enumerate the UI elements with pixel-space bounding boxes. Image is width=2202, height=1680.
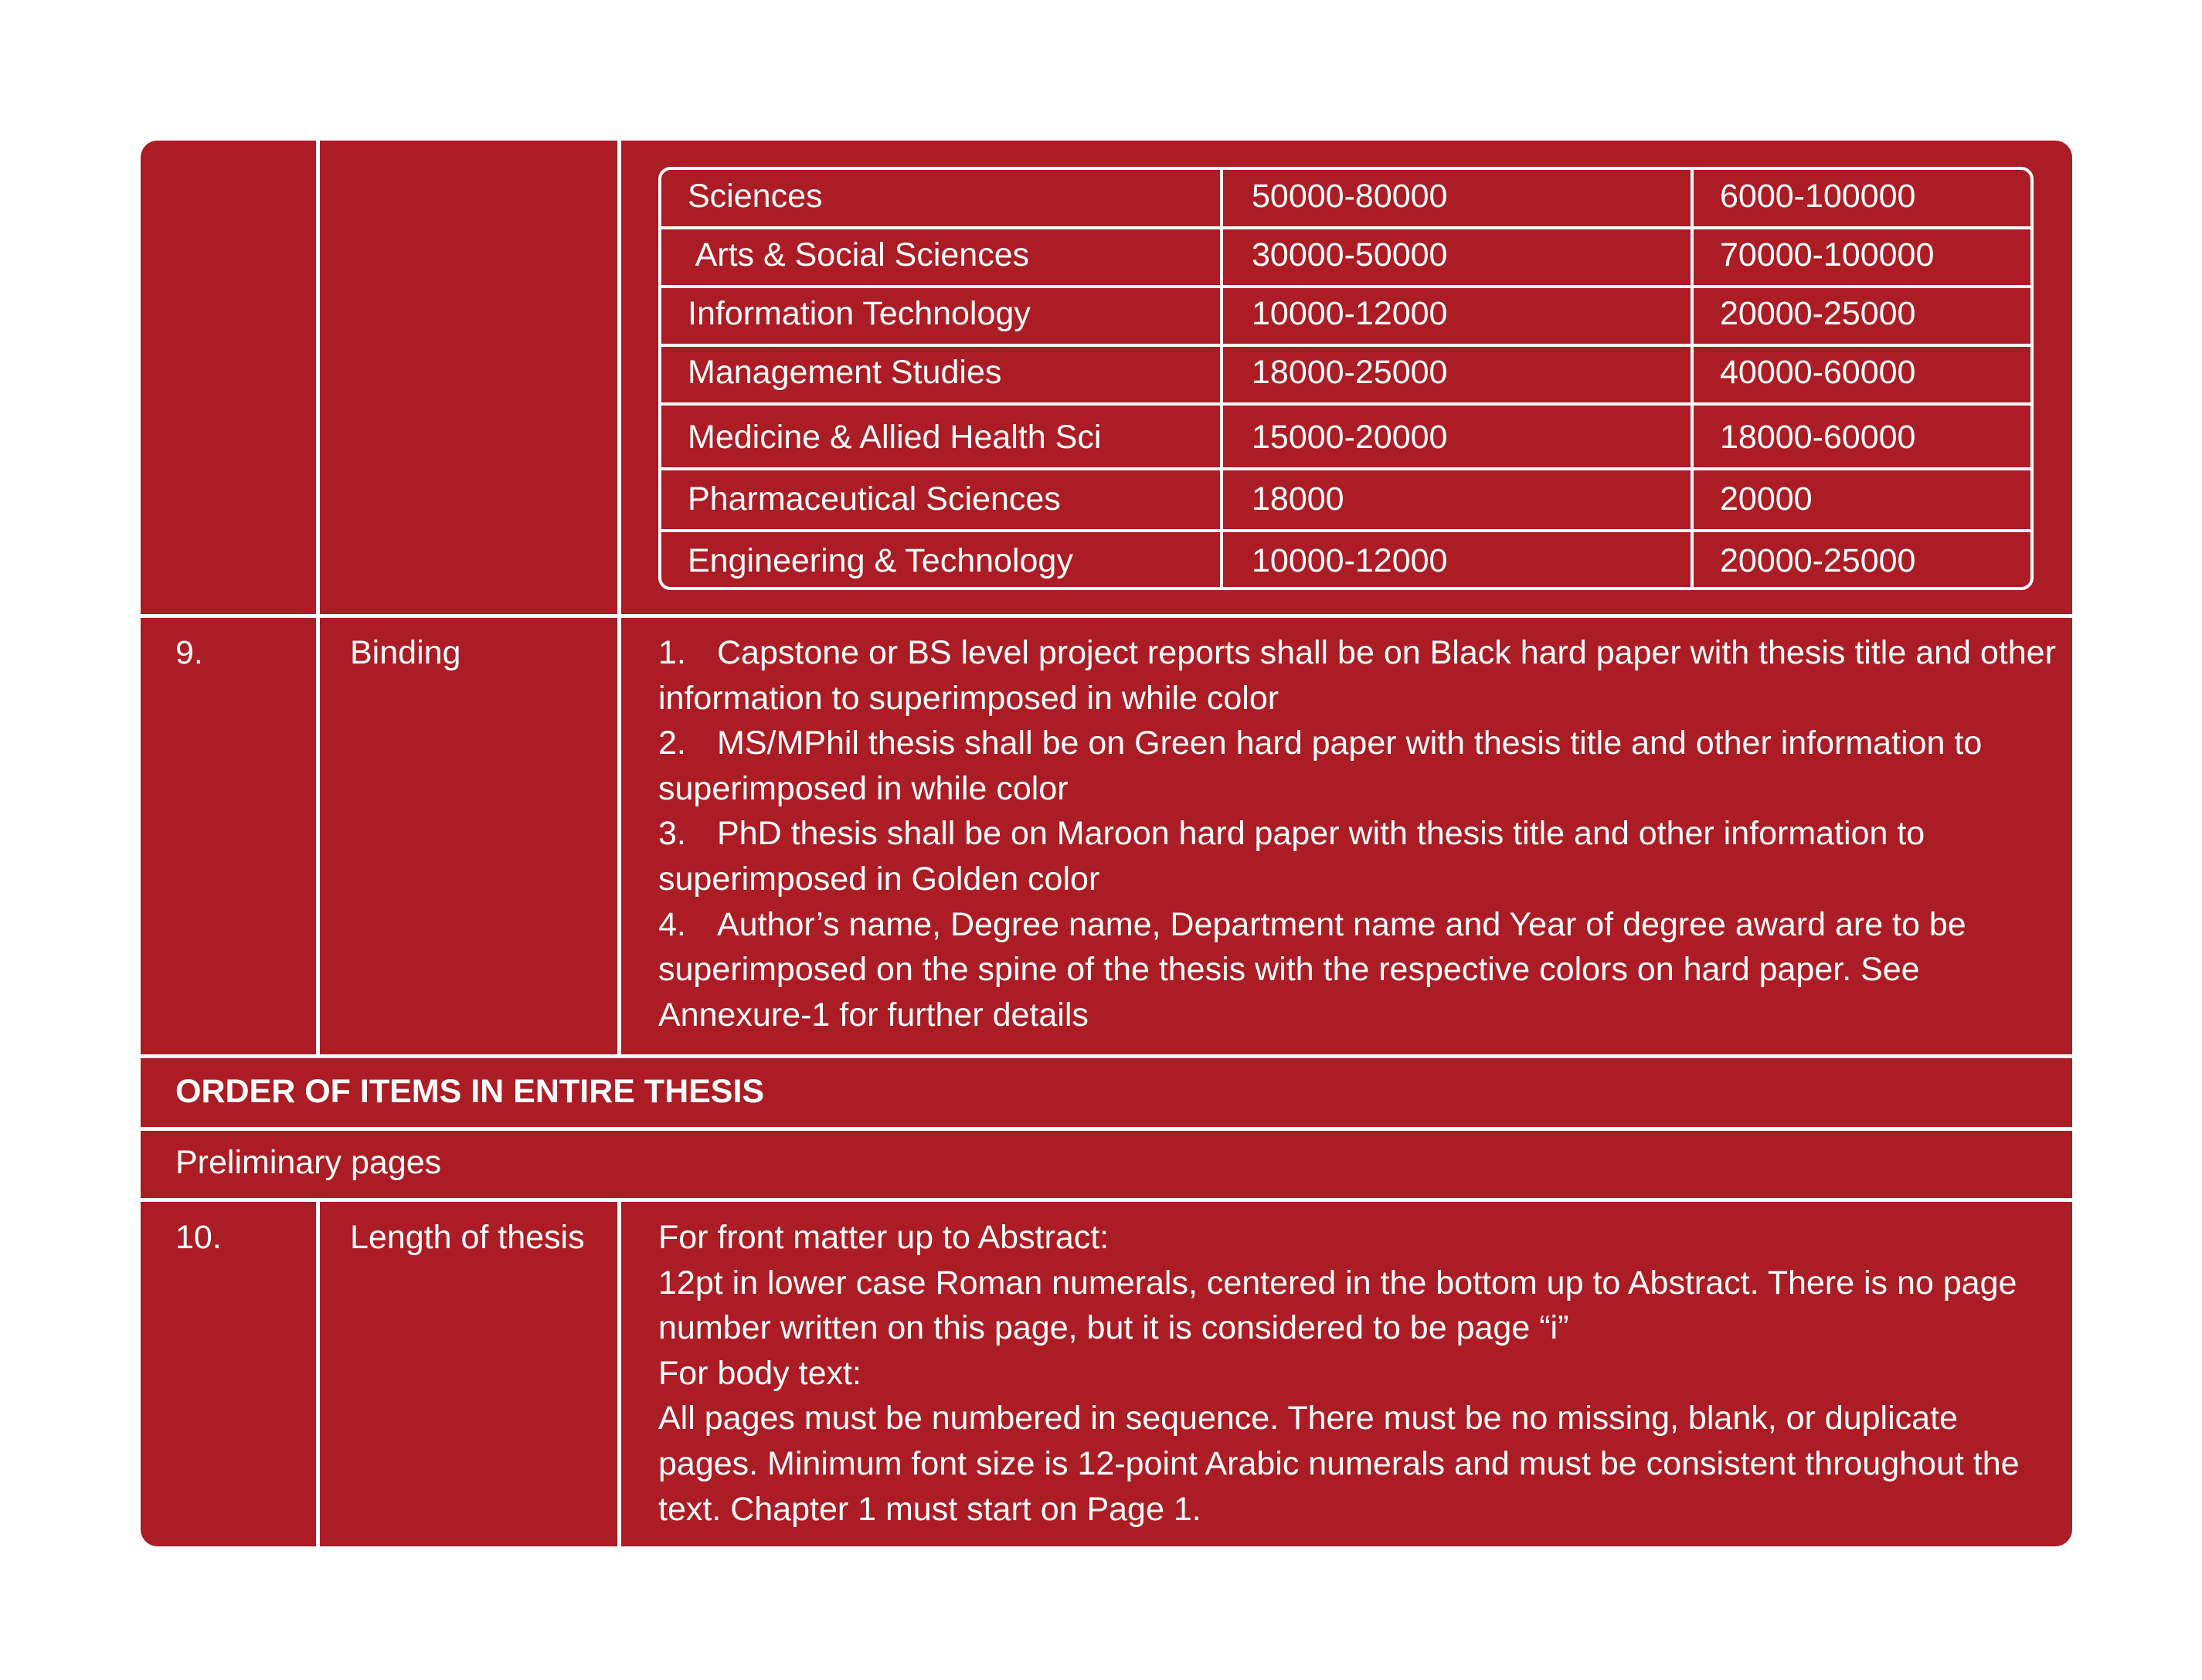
discipline-cell: Arts & Social Sciences (688, 236, 1030, 273)
word-count-table (658, 167, 2034, 590)
range-b-cell: 20000-25000 (1720, 295, 1916, 332)
item-text: PhD thesis shall be on Maroon hard paper with thesis title and other information to superimposed in Golden color (658, 815, 1925, 898)
range-a-cell: 15000-20000 (1252, 419, 1448, 456)
subsection-title: Preliminary pages (175, 1144, 442, 1181)
range-b-cell: 40000-60000 (1720, 354, 1916, 391)
item-number: 2. (658, 725, 686, 762)
row-number: 9. (175, 634, 203, 671)
column-divider-3 (316, 1201, 320, 1546)
section-heading: ORDER OF ITEMS IN ENTIRE THESIS (175, 1073, 765, 1110)
range-a-cell: 10000-12000 (1252, 542, 1448, 579)
word-count-row-divider (661, 529, 2030, 532)
item-number: 1. (658, 634, 686, 671)
binding-item (658, 811, 2064, 901)
instruction-line: All pages must be numbered in sequence. There must be no missing, blank, or duplicate pages. Minimum font size is 12-point Arabic numerals and must be consistent throughout the text. Chapter 1 must start on Page 1. (658, 1400, 2020, 1528)
discipline-cell: Engineering & Technology (688, 542, 1073, 579)
row-divider-3 (141, 1127, 2072, 1131)
binding-instructions (658, 630, 2064, 1037)
word-count-col-divider-1 (1220, 170, 1223, 587)
row-divider-2 (141, 1054, 2072, 1058)
word-count-row-divider (661, 344, 2030, 347)
range-a-cell: 18000 (1252, 480, 1344, 518)
range-a-cell: 30000-50000 (1252, 236, 1448, 273)
item-text: Capstone or BS level project reports shall be on Black hard paper with thesis title and other information to superimposed in while color (658, 634, 2056, 717)
discipline-cell: Sciences (688, 178, 823, 215)
page-numbering-instructions (658, 1215, 2064, 1532)
word-count-row-divider (661, 467, 2030, 470)
range-b-cell: 6000-100000 (1720, 178, 1916, 215)
binding-item (658, 902, 2064, 1038)
guidelines-table (141, 141, 2072, 1546)
word-count-col-divider-2 (1691, 170, 1694, 587)
row-label: Length of thesis (350, 1219, 585, 1256)
instruction-line: For front matter up to Abstract: (658, 1219, 1109, 1256)
range-b-cell: 20000 (1720, 480, 1813, 518)
item-text: Author’s name, Degree name, Department name and Year of degree award are to be superimposed on the spine of the thesis with the respective colors on hard paper. See Annexure-1 for further details (658, 905, 1966, 1033)
discipline-cell: Information Technology (688, 295, 1031, 332)
range-a-cell: 50000-80000 (1252, 178, 1448, 215)
range-b-cell: 70000-100000 (1720, 236, 1935, 273)
discipline-cell: Pharmaceutical Sciences (688, 480, 1061, 518)
row-divider-1 (141, 614, 2072, 618)
range-a-cell: 18000-25000 (1252, 354, 1448, 391)
item-text: MS/MPhil thesis shall be on Green hard paper with thesis title and other information to superimposed in while color (658, 725, 1983, 807)
discipline-cell: Medicine & Allied Health Sci (688, 419, 1102, 456)
binding-item (658, 630, 2064, 721)
row-label: Binding (350, 634, 461, 671)
word-count-row-divider (661, 402, 2030, 406)
column-divider-4 (617, 1201, 621, 1546)
row-divider-4 (141, 1198, 2072, 1202)
item-number: 3. (658, 815, 686, 853)
item-number: 4. (658, 905, 686, 943)
range-b-cell: 18000-60000 (1720, 419, 1916, 456)
range-a-cell: 10000-12000 (1252, 295, 1448, 332)
word-count-row-divider (661, 226, 2030, 229)
word-count-row-divider (661, 285, 2030, 288)
instruction-line: For body text: (658, 1354, 861, 1392)
binding-item (658, 721, 2064, 811)
discipline-cell: Management Studies (688, 354, 1002, 391)
row-number: 10. (175, 1219, 222, 1256)
range-b-cell: 20000-25000 (1720, 542, 1916, 579)
instruction-line: 12pt in lower case Roman numerals, centered in the bottom up to Abstract. There is no page number written on this page, but it is considered to be page “i” (658, 1264, 2017, 1347)
column-divider-1 (316, 141, 320, 1056)
column-divider-2 (617, 141, 621, 1056)
